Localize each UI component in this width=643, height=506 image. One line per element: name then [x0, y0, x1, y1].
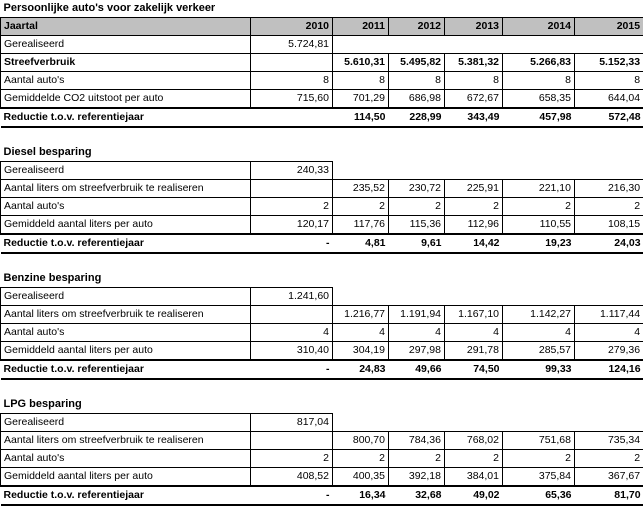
cell: 24,03 [575, 234, 643, 253]
cell: 74,50 [445, 360, 503, 379]
cell [333, 288, 389, 306]
year-2013: 2013 [445, 18, 503, 36]
cell [389, 36, 445, 54]
cell: 5.152,33 [575, 54, 643, 72]
cell [575, 414, 643, 432]
cell: 4 [503, 324, 575, 342]
cell: 19,23 [503, 234, 575, 253]
section-title-row [1, 144, 643, 162]
table-row [1, 468, 643, 487]
cell: 4,81 [333, 234, 389, 253]
cell: 114,50 [333, 108, 389, 127]
cell: 228,99 [389, 108, 445, 127]
row-label: Aantal liters om streefverbruik te realiseren [1, 180, 251, 198]
cell: 8 [503, 72, 575, 90]
row-label: Aantal auto's [1, 198, 251, 216]
cell: 216,30 [575, 180, 643, 198]
cell: 2 [389, 450, 445, 468]
row-label: Gerealiseerd [1, 36, 251, 54]
table-row [1, 108, 643, 127]
row-label: Gerealiseerd [1, 288, 251, 306]
cell: 817,04 [251, 414, 333, 432]
cell: 310,40 [251, 342, 333, 361]
cell: 5.381,32 [445, 54, 503, 72]
cell [251, 108, 333, 127]
cell: 49,66 [389, 360, 445, 379]
cell: 5.610,31 [333, 54, 389, 72]
cell: 1.216,77 [333, 306, 389, 324]
cell: 291,78 [445, 342, 503, 361]
spacer-row [1, 253, 643, 270]
cell: 120,17 [251, 216, 333, 235]
section-title-lpg: LPG besparing [1, 396, 643, 414]
cell: 1.191,94 [389, 306, 445, 324]
table-row [1, 36, 643, 54]
cell [575, 288, 643, 306]
cell [251, 306, 333, 324]
cell: 235,52 [333, 180, 389, 198]
cell: 225,91 [445, 180, 503, 198]
cell: 672,67 [445, 90, 503, 109]
cell: 99,33 [503, 360, 575, 379]
table-row [1, 90, 643, 109]
cell: 1.142,27 [503, 306, 575, 324]
cell: 2 [445, 198, 503, 216]
cell [445, 36, 503, 54]
cell: 8 [389, 72, 445, 90]
cell: - [251, 486, 333, 505]
cell: 572,48 [575, 108, 643, 127]
cell: 457,98 [503, 108, 575, 127]
cell: 644,04 [575, 90, 643, 109]
table-row [1, 342, 643, 361]
table-row [1, 414, 643, 432]
cell: 49,02 [445, 486, 503, 505]
cell: 8 [251, 72, 333, 90]
cell: 8 [445, 72, 503, 90]
table-row [1, 198, 643, 216]
cell: 8 [333, 72, 389, 90]
spacer-row [1, 379, 643, 396]
table-row [1, 216, 643, 235]
cell: 9,61 [389, 234, 445, 253]
row-label: Aantal auto's [1, 72, 251, 90]
cell: 4 [575, 324, 643, 342]
cell: 392,18 [389, 468, 445, 487]
cell: - [251, 234, 333, 253]
section-title-diesel: Diesel besparing [1, 144, 643, 162]
cell [445, 162, 503, 180]
cell: 110,55 [503, 216, 575, 235]
row-label: Reductie t.o.v. referentiejaar [1, 108, 251, 127]
cell: 4 [389, 324, 445, 342]
cell: 1.167,10 [445, 306, 503, 324]
cell: 751,68 [503, 432, 575, 450]
cell: 115,36 [389, 216, 445, 235]
section-title-row [1, 270, 643, 288]
table-row [1, 72, 643, 90]
cell [333, 414, 389, 432]
sheet-title: Persoonlijke auto's voor zakelijk verkeer [1, 0, 643, 18]
cell: 2 [389, 198, 445, 216]
cell: 124,16 [575, 360, 643, 379]
cell [389, 414, 445, 432]
cell: 408,52 [251, 468, 333, 487]
year-2015: 2015 [575, 18, 643, 36]
cell: 4 [251, 324, 333, 342]
cell: 1.241,60 [251, 288, 333, 306]
header-label: Jaartal [1, 18, 251, 36]
cell: 367,67 [575, 468, 643, 487]
section-title-row [1, 396, 643, 414]
cell: 701,29 [333, 90, 389, 109]
cell: 221,10 [503, 180, 575, 198]
cell [445, 288, 503, 306]
cell: 715,60 [251, 90, 333, 109]
cell: 658,35 [503, 90, 575, 109]
cell [503, 414, 575, 432]
table-row [1, 234, 643, 253]
table-row [1, 432, 643, 450]
cell: 304,19 [333, 342, 389, 361]
row-label: Streefverbruik [1, 54, 251, 72]
cell: 2 [251, 450, 333, 468]
cell: 285,57 [503, 342, 575, 361]
row-label: Reductie t.o.v. referentiejaar [1, 360, 251, 379]
row-label: Gerealiseerd [1, 162, 251, 180]
cell [251, 180, 333, 198]
cell: 5.266,83 [503, 54, 575, 72]
row-label: Gemiddeld aantal liters per auto [1, 468, 251, 487]
table-row [1, 288, 643, 306]
table-row [1, 180, 643, 198]
cell: 686,98 [389, 90, 445, 109]
row-label: Aantal auto's [1, 324, 251, 342]
table-row [1, 54, 643, 72]
year-2011: 2011 [333, 18, 389, 36]
cell: 2 [333, 198, 389, 216]
table-row [1, 162, 643, 180]
cell [575, 36, 643, 54]
row-label: Gemiddeld aantal liters per auto [1, 342, 251, 361]
cell [389, 288, 445, 306]
year-2010: 2010 [251, 18, 333, 36]
cell: 4 [445, 324, 503, 342]
cell: 8 [575, 72, 643, 90]
cell: 384,01 [445, 468, 503, 487]
year-2012: 2012 [389, 18, 445, 36]
cell: 2 [445, 450, 503, 468]
cell: 112,96 [445, 216, 503, 235]
cell: 4 [333, 324, 389, 342]
cell [503, 288, 575, 306]
cell [251, 54, 333, 72]
table-row [1, 486, 643, 505]
cell [251, 432, 333, 450]
cell: 2 [503, 198, 575, 216]
year-2014: 2014 [503, 18, 575, 36]
row-label: Aantal liters om streefverbruik te realiseren [1, 432, 251, 450]
row-label: Gemiddeld aantal liters per auto [1, 216, 251, 235]
row-label: Reductie t.o.v. referentiejaar [1, 234, 251, 253]
row-label: Aantal auto's [1, 450, 251, 468]
cell: 108,15 [575, 216, 643, 235]
table-row [1, 324, 643, 342]
cell: 2 [575, 198, 643, 216]
table-row [1, 450, 643, 468]
row-label: Gerealiseerd [1, 414, 251, 432]
cell: 230,72 [389, 180, 445, 198]
cell: 81,70 [575, 486, 643, 505]
header-row [1, 18, 643, 36]
cell: 768,02 [445, 432, 503, 450]
table-row [1, 360, 643, 379]
cell: 240,33 [251, 162, 333, 180]
row-label: Reductie t.o.v. referentiejaar [1, 486, 251, 505]
cell: 24,83 [333, 360, 389, 379]
cell [503, 36, 575, 54]
cell: 32,68 [389, 486, 445, 505]
cell: 16,34 [333, 486, 389, 505]
section-title-benzine: Benzine besparing [1, 270, 643, 288]
cell: 5.495,82 [389, 54, 445, 72]
cell: 2 [251, 198, 333, 216]
cell: 279,36 [575, 342, 643, 361]
cell [389, 162, 445, 180]
row-label: Gemiddelde CO2 uitstoot per auto [1, 90, 251, 109]
cell: 400,35 [333, 468, 389, 487]
cell: 735,34 [575, 432, 643, 450]
cell: 117,76 [333, 216, 389, 235]
cell: - [251, 360, 333, 379]
row-label: Aantal liters om streefverbruik te realiseren [1, 306, 251, 324]
cell: 784,36 [389, 432, 445, 450]
cell [333, 36, 389, 54]
cell: 2 [333, 450, 389, 468]
cell: 65,36 [503, 486, 575, 505]
cell: 375,84 [503, 468, 575, 487]
cell: 297,98 [389, 342, 445, 361]
cell [503, 162, 575, 180]
cell: 343,49 [445, 108, 503, 127]
cell [575, 162, 643, 180]
cell: 1.117,44 [575, 306, 643, 324]
cell: 5.724,81 [251, 36, 333, 54]
table-row [1, 306, 643, 324]
cell: 2 [503, 450, 575, 468]
sheet-title-row [1, 0, 643, 18]
cell: 14,42 [445, 234, 503, 253]
cell [333, 162, 389, 180]
spacer-row [1, 127, 643, 144]
cell: 2 [575, 450, 643, 468]
cell [445, 414, 503, 432]
cell: 800,70 [333, 432, 389, 450]
